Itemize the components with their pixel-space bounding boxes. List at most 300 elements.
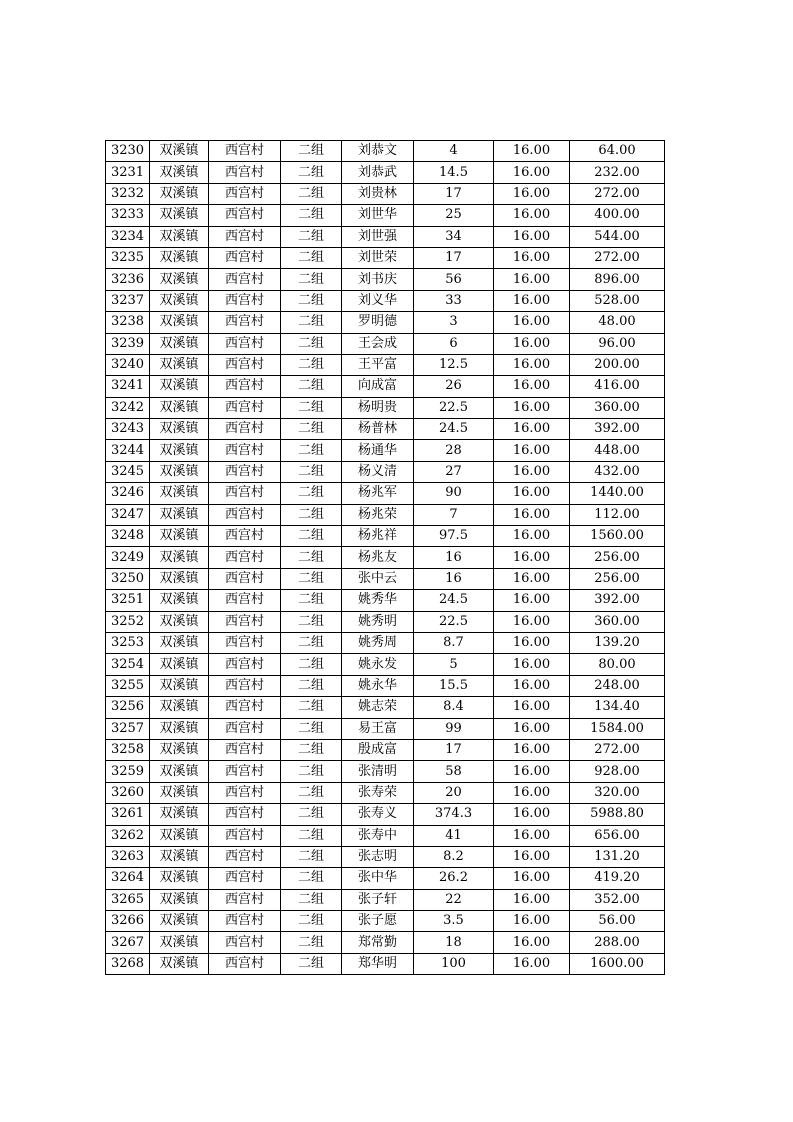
row-number: 3244 [106,440,150,461]
village-cell: 西宫村 [209,739,281,760]
name-cell: 姚秀周 [342,632,414,653]
quantity-cell: 18 [414,932,494,953]
town-cell: 双溪镇 [150,162,209,183]
row-number: 3260 [106,782,150,803]
table-row [106,526,665,547]
quantity-cell: 99 [414,718,494,739]
data-table [105,140,665,975]
village-cell: 西宫村 [209,141,281,162]
amount-cell: 200.00 [570,354,665,375]
row-number: 3233 [106,205,150,226]
amount-cell: 288.00 [570,932,665,953]
name-cell: 张寿义 [342,804,414,825]
table-body [106,141,665,975]
amount-cell: 416.00 [570,376,665,397]
table-row [106,397,665,418]
table-row [106,590,665,611]
town-cell: 双溪镇 [150,205,209,226]
group-cell: 二组 [281,162,342,183]
table-row [106,141,665,162]
group-cell: 二组 [281,611,342,632]
name-cell: 向成富 [342,376,414,397]
row-number: 3242 [106,397,150,418]
row-number: 3236 [106,269,150,290]
name-cell: 姚志荣 [342,697,414,718]
quantity-cell: 25 [414,205,494,226]
group-cell: 二组 [281,697,342,718]
town-cell: 双溪镇 [150,504,209,525]
row-number: 3257 [106,718,150,739]
table-row [106,632,665,653]
table-row [106,376,665,397]
group-cell: 二组 [281,354,342,375]
unit-price-cell: 16.00 [494,718,570,739]
amount-cell: 248.00 [570,675,665,696]
village-cell: 西宫村 [209,354,281,375]
quantity-cell: 16 [414,547,494,568]
group-cell: 二组 [281,419,342,440]
name-cell: 刘世荣 [342,247,414,268]
amount-cell: 96.00 [570,333,665,354]
quantity-cell: 374.3 [414,804,494,825]
table-row [106,675,665,696]
quantity-cell: 22.5 [414,611,494,632]
unit-price-cell: 16.00 [494,846,570,867]
town-cell: 双溪镇 [150,697,209,718]
group-cell: 二组 [281,868,342,889]
table-row [106,226,665,247]
group-cell: 二组 [281,911,342,932]
group-cell: 二组 [281,526,342,547]
quantity-cell: 26 [414,376,494,397]
unit-price-cell: 16.00 [494,590,570,611]
group-cell: 二组 [281,739,342,760]
quantity-cell: 20 [414,782,494,803]
row-number: 3237 [106,290,150,311]
amount-cell: 1584.00 [570,718,665,739]
town-cell: 双溪镇 [150,911,209,932]
town-cell: 双溪镇 [150,953,209,974]
unit-price-cell: 16.00 [494,568,570,589]
village-cell: 西宫村 [209,290,281,311]
quantity-cell: 3 [414,312,494,333]
row-number: 3258 [106,739,150,760]
town-cell: 双溪镇 [150,419,209,440]
name-cell: 张志明 [342,846,414,867]
unit-price-cell: 16.00 [494,868,570,889]
unit-price-cell: 16.00 [494,419,570,440]
group-cell: 二组 [281,247,342,268]
unit-price-cell: 16.00 [494,953,570,974]
town-cell: 双溪镇 [150,269,209,290]
name-cell: 郑常勤 [342,932,414,953]
row-number: 3264 [106,868,150,889]
name-cell: 张寿中 [342,825,414,846]
group-cell: 二组 [281,205,342,226]
town-cell: 双溪镇 [150,932,209,953]
table-row [106,333,665,354]
group-cell: 二组 [281,269,342,290]
name-cell: 易王富 [342,718,414,739]
unit-price-cell: 16.00 [494,397,570,418]
town-cell: 双溪镇 [150,868,209,889]
village-cell: 西宫村 [209,547,281,568]
unit-price-cell: 16.00 [494,440,570,461]
quantity-cell: 15.5 [414,675,494,696]
name-cell: 张中云 [342,568,414,589]
village-cell: 西宫村 [209,697,281,718]
name-cell: 杨通华 [342,440,414,461]
unit-price-cell: 16.00 [494,632,570,653]
village-cell: 西宫村 [209,932,281,953]
group-cell: 二组 [281,397,342,418]
group-cell: 二组 [281,782,342,803]
village-cell: 西宫村 [209,440,281,461]
group-cell: 二组 [281,290,342,311]
amount-cell: 56.00 [570,911,665,932]
village-cell: 西宫村 [209,804,281,825]
row-number: 3267 [106,932,150,953]
group-cell: 二组 [281,483,342,504]
quantity-cell: 24.5 [414,590,494,611]
amount-cell: 232.00 [570,162,665,183]
town-cell: 双溪镇 [150,440,209,461]
amount-cell: 139.20 [570,632,665,653]
table-row [106,461,665,482]
quantity-cell: 58 [414,761,494,782]
village-cell: 西宫村 [209,825,281,846]
unit-price-cell: 16.00 [494,483,570,504]
group-cell: 二组 [281,333,342,354]
town-cell: 双溪镇 [150,889,209,910]
row-number: 3241 [106,376,150,397]
unit-price-cell: 16.00 [494,911,570,932]
unit-price-cell: 16.00 [494,611,570,632]
village-cell: 西宫村 [209,590,281,611]
group-cell: 二组 [281,141,342,162]
quantity-cell: 12.5 [414,354,494,375]
table-row [106,290,665,311]
village-cell: 西宫村 [209,376,281,397]
table-row [106,825,665,846]
group-cell: 二组 [281,568,342,589]
town-cell: 双溪镇 [150,846,209,867]
village-cell: 西宫村 [209,889,281,910]
amount-cell: 272.00 [570,739,665,760]
group-cell: 二组 [281,461,342,482]
row-number: 3253 [106,632,150,653]
group-cell: 二组 [281,761,342,782]
name-cell: 刘恭文 [342,141,414,162]
name-cell: 刘贵林 [342,183,414,204]
group-cell: 二组 [281,376,342,397]
town-cell: 双溪镇 [150,526,209,547]
row-number: 3249 [106,547,150,568]
group-cell: 二组 [281,440,342,461]
name-cell: 刘世强 [342,226,414,247]
village-cell: 西宫村 [209,461,281,482]
group-cell: 二组 [281,953,342,974]
name-cell: 杨普林 [342,419,414,440]
quantity-cell: 17 [414,247,494,268]
quantity-cell: 27 [414,461,494,482]
amount-cell: 360.00 [570,611,665,632]
row-number: 3239 [106,333,150,354]
amount-cell: 1560.00 [570,526,665,547]
amount-cell: 256.00 [570,547,665,568]
amount-cell: 272.00 [570,247,665,268]
row-number: 3268 [106,953,150,974]
group-cell: 二组 [281,654,342,675]
town-cell: 双溪镇 [150,611,209,632]
name-cell: 张中华 [342,868,414,889]
table-row [106,697,665,718]
row-number: 3230 [106,141,150,162]
village-cell: 西宫村 [209,333,281,354]
quantity-cell: 22 [414,889,494,910]
group-cell: 二组 [281,718,342,739]
town-cell: 双溪镇 [150,718,209,739]
table-row [106,761,665,782]
quantity-cell: 41 [414,825,494,846]
table-row [106,889,665,910]
town-cell: 双溪镇 [150,782,209,803]
amount-cell: 400.00 [570,205,665,226]
amount-cell: 392.00 [570,419,665,440]
name-cell: 刘恭武 [342,162,414,183]
town-cell: 双溪镇 [150,141,209,162]
village-cell: 西宫村 [209,675,281,696]
table-row [106,183,665,204]
name-cell: 刘书庆 [342,269,414,290]
amount-cell: 5988.80 [570,804,665,825]
table-row [106,547,665,568]
group-cell: 二组 [281,226,342,247]
table-row [106,804,665,825]
name-cell: 杨明贵 [342,397,414,418]
amount-cell: 134.40 [570,697,665,718]
unit-price-cell: 16.00 [494,526,570,547]
unit-price-cell: 16.00 [494,889,570,910]
name-cell: 张子愿 [342,911,414,932]
row-number: 3240 [106,354,150,375]
amount-cell: 656.00 [570,825,665,846]
amount-cell: 80.00 [570,654,665,675]
town-cell: 双溪镇 [150,312,209,333]
village-cell: 西宫村 [209,312,281,333]
amount-cell: 432.00 [570,461,665,482]
name-cell: 杨兆荣 [342,504,414,525]
town-cell: 双溪镇 [150,247,209,268]
table-row [106,782,665,803]
unit-price-cell: 16.00 [494,247,570,268]
row-number: 3243 [106,419,150,440]
town-cell: 双溪镇 [150,825,209,846]
row-number: 3248 [106,526,150,547]
town-cell: 双溪镇 [150,333,209,354]
name-cell: 郑华明 [342,953,414,974]
row-number: 3231 [106,162,150,183]
table-row [106,739,665,760]
quantity-cell: 28 [414,440,494,461]
unit-price-cell: 16.00 [494,547,570,568]
village-cell: 西宫村 [209,846,281,867]
village-cell: 西宫村 [209,654,281,675]
table-row [106,162,665,183]
row-number: 3251 [106,590,150,611]
name-cell: 刘义华 [342,290,414,311]
quantity-cell: 22.5 [414,397,494,418]
row-number: 3263 [106,846,150,867]
quantity-cell: 90 [414,483,494,504]
name-cell: 姚永华 [342,675,414,696]
town-cell: 双溪镇 [150,397,209,418]
amount-cell: 64.00 [570,141,665,162]
quantity-cell: 8.4 [414,697,494,718]
group-cell: 二组 [281,504,342,525]
group-cell: 二组 [281,804,342,825]
village-cell: 西宫村 [209,782,281,803]
village-cell: 西宫村 [209,632,281,653]
quantity-cell: 5 [414,654,494,675]
quantity-cell: 8.2 [414,846,494,867]
group-cell: 二组 [281,675,342,696]
name-cell: 王平富 [342,354,414,375]
table-row [106,440,665,461]
village-cell: 西宫村 [209,911,281,932]
unit-price-cell: 16.00 [494,183,570,204]
village-cell: 西宫村 [209,611,281,632]
unit-price-cell: 16.00 [494,804,570,825]
unit-price-cell: 16.00 [494,376,570,397]
table-row [106,718,665,739]
unit-price-cell: 16.00 [494,205,570,226]
quantity-cell: 8.7 [414,632,494,653]
table-row [106,868,665,889]
amount-cell: 352.00 [570,889,665,910]
amount-cell: 928.00 [570,761,665,782]
name-cell: 杨兆祥 [342,526,414,547]
name-cell: 刘世华 [342,205,414,226]
town-cell: 双溪镇 [150,675,209,696]
row-number: 3255 [106,675,150,696]
quantity-cell: 7 [414,504,494,525]
amount-cell: 272.00 [570,183,665,204]
amount-cell: 1600.00 [570,953,665,974]
unit-price-cell: 16.00 [494,162,570,183]
quantity-cell: 33 [414,290,494,311]
unit-price-cell: 16.00 [494,312,570,333]
quantity-cell: 97.5 [414,526,494,547]
table-row [106,654,665,675]
unit-price-cell: 16.00 [494,333,570,354]
unit-price-cell: 16.00 [494,226,570,247]
village-cell: 西宫村 [209,162,281,183]
amount-cell: 419.20 [570,868,665,889]
unit-price-cell: 16.00 [494,354,570,375]
table-row [106,953,665,974]
unit-price-cell: 16.00 [494,739,570,760]
amount-cell: 360.00 [570,397,665,418]
group-cell: 二组 [281,312,342,333]
name-cell: 张子轩 [342,889,414,910]
town-cell: 双溪镇 [150,354,209,375]
village-cell: 西宫村 [209,226,281,247]
amount-cell: 320.00 [570,782,665,803]
unit-price-cell: 16.00 [494,290,570,311]
town-cell: 双溪镇 [150,483,209,504]
group-cell: 二组 [281,590,342,611]
group-cell: 二组 [281,547,342,568]
row-number: 3256 [106,697,150,718]
unit-price-cell: 16.00 [494,932,570,953]
unit-price-cell: 16.00 [494,654,570,675]
row-number: 3232 [106,183,150,204]
unit-price-cell: 16.00 [494,504,570,525]
town-cell: 双溪镇 [150,632,209,653]
quantity-cell: 3.5 [414,911,494,932]
village-cell: 西宫村 [209,868,281,889]
town-cell: 双溪镇 [150,183,209,204]
town-cell: 双溪镇 [150,654,209,675]
town-cell: 双溪镇 [150,590,209,611]
row-number: 3252 [106,611,150,632]
name-cell: 殷成富 [342,739,414,760]
quantity-cell: 26.2 [414,868,494,889]
table-row [106,419,665,440]
row-number: 3261 [106,804,150,825]
name-cell: 张清明 [342,761,414,782]
town-cell: 双溪镇 [150,547,209,568]
table-row [106,483,665,504]
table-row [106,247,665,268]
unit-price-cell: 16.00 [494,697,570,718]
table-row [106,911,665,932]
unit-price-cell: 16.00 [494,141,570,162]
village-cell: 西宫村 [209,526,281,547]
quantity-cell: 16 [414,568,494,589]
name-cell: 姚秀华 [342,590,414,611]
row-number: 3265 [106,889,150,910]
town-cell: 双溪镇 [150,739,209,760]
village-cell: 西宫村 [209,397,281,418]
amount-cell: 256.00 [570,568,665,589]
village-cell: 西宫村 [209,761,281,782]
table-row [106,354,665,375]
quantity-cell: 6 [414,333,494,354]
table-row [106,312,665,333]
town-cell: 双溪镇 [150,290,209,311]
group-cell: 二组 [281,932,342,953]
unit-price-cell: 16.00 [494,269,570,290]
amount-cell: 392.00 [570,590,665,611]
amount-cell: 112.00 [570,504,665,525]
name-cell: 张寿荣 [342,782,414,803]
unit-price-cell: 16.00 [494,825,570,846]
quantity-cell: 100 [414,953,494,974]
table-row [106,846,665,867]
quantity-cell: 34 [414,226,494,247]
village-cell: 西宫村 [209,183,281,204]
table-row [106,269,665,290]
amount-cell: 131.20 [570,846,665,867]
quantity-cell: 24.5 [414,419,494,440]
amount-cell: 528.00 [570,290,665,311]
unit-price-cell: 16.00 [494,675,570,696]
town-cell: 双溪镇 [150,376,209,397]
quantity-cell: 17 [414,739,494,760]
row-number: 3245 [106,461,150,482]
